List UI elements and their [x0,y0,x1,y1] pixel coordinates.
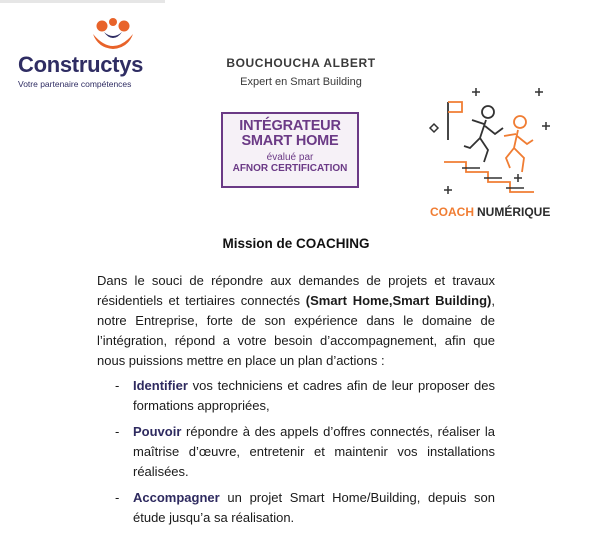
bullet-text: un projet Smart Home/Building, depuis son étude jusqu’a sa réalisation. [133,490,495,525]
intro-bold: (Smart Home,Smart Building) [305,293,492,308]
bullet-keyword: Accompagner [133,490,220,505]
person-block [208,56,394,88]
constructys-emblem-icon [90,18,136,52]
mission-title: Mission de COACHING [222,236,370,251]
list-item [115,422,495,482]
badge-line-4: AFNOR CERTIFICATION [232,163,348,174]
integrateur-badge [221,112,359,188]
numerique-word: NUMÉRIQUE [477,205,551,219]
badge-line-2: SMART HOME [241,133,339,149]
bullet-dash: - [115,378,120,393]
badge-line-3: évalué par [266,152,314,163]
list-item [115,488,495,528]
person-title: Expert en Smart Building [240,76,362,88]
bullet-text: répondre à des appels d’offres connectés, réaliser la maîtrise d’œuvre, entretenir et maintenir vos installations réalisées. [133,424,495,479]
list-item [115,376,495,416]
bullet-text: vos techniciens et cadres afin de leur proposer des formations appropriées, [133,378,495,413]
bullet-keyword: Pouvoir [133,424,182,439]
mission-intro [97,271,495,371]
constructys-logo [18,18,178,88]
logo-wordmark: Constructys [18,52,144,77]
coach-numerique-label [430,205,550,219]
coach-word: COACH [430,205,474,219]
badge-line-1: INTÉGRATEUR [239,118,341,134]
logo-tagline: Votre partenaire compétences [18,79,132,89]
top-divider [0,0,165,3]
coach-climbing-icon [418,82,568,200]
mission-bullets [115,376,495,528]
bullet-keyword: Identifier [133,378,188,393]
bullet-dash: - [115,424,120,439]
bullet-dash: - [115,490,120,505]
coach-illustration [418,82,568,200]
person-name: BOUCHOUCHA ALBERT [226,56,376,70]
intro-text-2: , notre Entreprise, forte de son expérience dans le domaine de l’intégration, répond a votre besoin d’accompagnement, afin que nous puissions mettre en place un plan d’actions : [97,293,496,368]
intro-text-1: Dans le souci de répondre aux demandes de projets et travaux résidentiels et tertiaires connectés [97,273,495,308]
